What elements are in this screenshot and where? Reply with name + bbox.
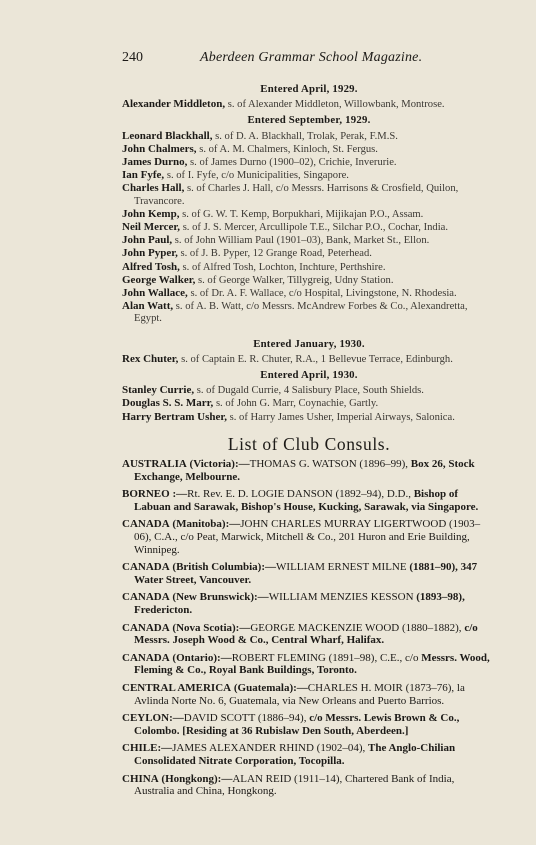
consul-region: (Guatemala) — [233, 681, 294, 694]
pupil-entry — [122, 411, 496, 424]
consul-separator: :— — [157, 742, 173, 755]
pupil-name: Alfred Tosh, — [122, 260, 180, 273]
consul-country: BORNEO — [122, 488, 170, 501]
pupil-entry — [122, 274, 496, 287]
pupil-name: George Walker, — [122, 273, 196, 286]
pupil-entry — [122, 182, 496, 207]
pupil-name: John Pyper, — [122, 247, 178, 260]
consul-name: CHARLES H. MOIR (1873–76), la Avlinda Norte No. 6, Guatemala, via New Orleans and Puerto Barrios. — [134, 681, 465, 707]
consul-entry — [122, 622, 496, 647]
consul-name: GEORGE MACKENZIE WOOD (1880–1882), — [250, 621, 462, 634]
consul-region: (British Columbia) — [172, 561, 262, 574]
pupil-parentage: s. of A. B. Watt, c/o Messrs. McAndrew Forbes & Co., Alexandretta, Egypt. — [134, 301, 468, 325]
pupil-name: Harry Bertram Usher, — [122, 410, 227, 423]
pupil-name: Douglas S. S. Marr, — [122, 397, 214, 410]
pupil-parentage: s. of Dugald Currie, 4 Salisbury Place, South Shields. — [196, 385, 424, 397]
pupil-parentage: s. of J. B. Pyper, 12 Grange Road, Peterhead. — [180, 248, 372, 260]
page-number: 240 — [122, 50, 143, 65]
consul-separator: :— — [169, 712, 184, 725]
pupil-parentage: s. of James Durno (1900–02), Crichie, Inverurie. — [190, 157, 397, 169]
consul-country: CHILE — [122, 742, 158, 755]
pupil-parentage: s. of Captain E. R. Chuter, R.A., 1 Bellevue Terrace, Edinburgh. — [181, 353, 453, 365]
consul-country: CENTRAL AMERICA — [122, 681, 232, 694]
consul-separator: :— — [169, 488, 188, 501]
consul-entry — [122, 591, 496, 616]
pupil-name: John Chalmers, — [122, 142, 197, 155]
consul-country: AUSTRALIA — [122, 458, 187, 471]
consul-address: Messrs. Wood, Fleming & Co., Royal Bank Buildings, Toronto. — [134, 651, 490, 677]
consul-country: CANADA — [122, 561, 170, 574]
pupil-name: John Paul, — [122, 234, 173, 247]
pupil-entry — [122, 234, 496, 247]
running-header — [122, 50, 476, 70]
consul-name: Rt. Rev. E. D. LOGIE DANSON (1892–94), D.D., — [187, 488, 411, 501]
consul-entry — [122, 742, 496, 767]
consul-entry — [122, 652, 496, 677]
pupil-parentage: s. of Alexander Middleton, Willowbank, Montrose. — [227, 99, 445, 111]
consul-separator: :— — [217, 651, 232, 664]
consul-entry — [122, 773, 496, 798]
pupil-entry — [122, 98, 496, 111]
pupil-parentage: s. of D. A. Blackhall, Trolak, Perak, F.M.S. — [215, 130, 398, 142]
section-heading: Entered January, 1930. — [253, 337, 365, 350]
consul-entry — [122, 518, 496, 556]
pupil-parentage: s. of A. M. Chalmers, Kinloch, St. Fergus. — [199, 143, 378, 155]
consul-country: CANADA — [122, 518, 170, 531]
pupil-entry — [122, 287, 496, 300]
consul-country: CANADA — [122, 591, 170, 604]
consul-separator: :— — [217, 772, 233, 785]
page-body — [122, 80, 496, 803]
pupil-entry — [122, 384, 496, 397]
pupil-entry — [122, 169, 496, 182]
consul-name: JOHN CHARLES MURRAY LIGERTWOOD (1903–06), C.A., c/o Peat, Marwick, Mitchell & Co., 201 Huron and Erie Building, Winnipeg. — [134, 518, 481, 556]
pupil-entry — [122, 208, 496, 221]
pupil-parentage: s. of Charles J. Hall, c/o Messrs. Harrisons & Crosfield, Quilon, Travancore. — [134, 183, 459, 207]
consul-address: (1881–90), 347 Water Street, Vancouver. — [134, 561, 478, 586]
consul-entry — [122, 682, 496, 707]
pupil-name: Alexander Middleton, — [122, 98, 226, 111]
pupil-entry — [122, 397, 496, 410]
pupil-entry — [122, 130, 496, 143]
pupil-parentage: s. of John G. Marr, Coynachie, Gartly. — [215, 398, 379, 410]
consul-address: Box 26, Stock Exchange, Melbourne. — [134, 458, 475, 483]
section-heading: Entered September, 1929. — [247, 114, 371, 127]
consul-region: (Nova Scotia) — [172, 621, 236, 634]
consul-name: WILLIAM ERNEST MILNE — [276, 561, 407, 574]
pupil-parentage: s. of Dr. A. F. Wallace, c/o Hospital, Livingstone, N. Rhodesia. — [190, 288, 457, 300]
consul-country: CHINA — [122, 772, 159, 785]
journal-title: Aberdeen Grammar School Magazine. — [200, 50, 423, 65]
section-heading: Entered April, 1929. — [260, 83, 358, 95]
pupil-name: Stanley Currie, — [122, 384, 195, 397]
consul-address: Bishop of Labuan and Sarawak, Bishop's House, Kucking, Sarawak, via Singapore. — [134, 488, 479, 513]
consul-entry — [122, 561, 496, 586]
consul-name: DAVID SCOTT (1886–94), — [183, 712, 307, 725]
section-heading: Entered April, 1930. — [260, 369, 358, 382]
consul-separator: :— — [234, 458, 250, 471]
consuls-heading: List of Club Consuls. — [227, 433, 391, 454]
new-pupils-list — [122, 83, 496, 424]
consul-name: WILLIAM MENZIES KESSON — [268, 591, 414, 604]
consul-separator: :— — [254, 591, 269, 604]
pupil-entry — [122, 156, 496, 169]
pupil-entry — [122, 261, 496, 274]
consul-address: c/o Messrs. Lewis Brown & Co., Colombo. [Residing at 36 Rubislaw Den South, Aberdeen.] — [134, 712, 460, 737]
consul-entry — [122, 488, 496, 513]
pupil-entry — [122, 300, 496, 325]
pupil-entry — [122, 221, 496, 234]
pupil-parentage: s. of John William Paul (1901–03), Bank, Market St., Ellon. — [174, 235, 430, 247]
consul-name: ALAN REID (1911–14), Chartered Bank of India, Australia and China, Hongkong. — [134, 772, 455, 798]
consul-address: (1893–98), Fredericton. — [134, 591, 465, 617]
pupil-name: Charles Hall, — [122, 182, 185, 195]
consul-address: c/o Messrs. Joseph Wood & Co., Central Wharf, Halifax. — [134, 621, 478, 647]
consul-address: The Anglo-Chilian Consolidated Nitrate Corporation, Tocopilla. — [134, 742, 456, 767]
consul-region: (Ontario) — [172, 651, 218, 664]
consul-name: THOMAS G. WATSON (1896–99), — [249, 458, 409, 471]
pupil-name: James Durno, — [122, 156, 188, 169]
pupil-parentage: s. of Harry James Usher, Imperial Airways, Salonica. — [229, 411, 455, 423]
pupil-name: Ian Fyfe, — [122, 169, 165, 182]
pupil-name: Rex Chuter, — [122, 352, 179, 365]
consul-separator: :— — [293, 681, 308, 694]
consul-country: CEYLON — [122, 712, 170, 725]
pupil-entry — [122, 353, 496, 366]
consul-region: (Victoria) — [189, 458, 235, 471]
consul-region: (Hongkong) — [161, 772, 218, 785]
consul-region: (Manitoba) — [172, 518, 226, 531]
consul-name: JAMES ALEXANDER RHIND (1902–04), — [172, 742, 366, 755]
consul-region: (New Brunswick) — [172, 591, 255, 604]
pupil-parentage: s. of J. S. Mercer, Arcullipole T.E., Silchar P.O., Cochar, India. — [182, 222, 449, 234]
consul-country: CANADA — [122, 651, 170, 664]
consul-country: CANADA — [122, 621, 170, 634]
pupil-parentage: s. of G. W. T. Kemp, Borpukhari, Mijikajan P.O., Assam. — [182, 208, 424, 220]
pupil-name: Alan Watt, — [122, 300, 174, 313]
pupil-name: Neil Mercer, — [122, 221, 181, 234]
consul-name: ROBERT FLEMING (1891–98), C.E., c/o — [231, 651, 419, 664]
pupil-entry — [122, 247, 496, 260]
consul-entry — [122, 712, 496, 737]
pupil-name: Leonard Blackhall, — [122, 129, 213, 142]
pupil-parentage: s. of George Walker, Tillygreig, Udny Station. — [197, 274, 394, 286]
pupil-entry — [122, 143, 496, 156]
pupil-name: John Kemp, — [122, 207, 180, 220]
consuls-list — [122, 458, 496, 798]
consul-separator: :— — [261, 561, 277, 574]
consul-separator: :— — [225, 518, 241, 531]
consul-entry — [122, 458, 496, 483]
consul-separator: :— — [235, 621, 251, 634]
pupil-parentage: s. of Alfred Tosh, Lochton, Inchture, Perthshire. — [182, 261, 386, 273]
pupil-parentage: s. of I. Fyfe, c/o Municipalities, Singapore. — [166, 170, 349, 182]
pupil-name: John Wallace, — [122, 287, 188, 300]
